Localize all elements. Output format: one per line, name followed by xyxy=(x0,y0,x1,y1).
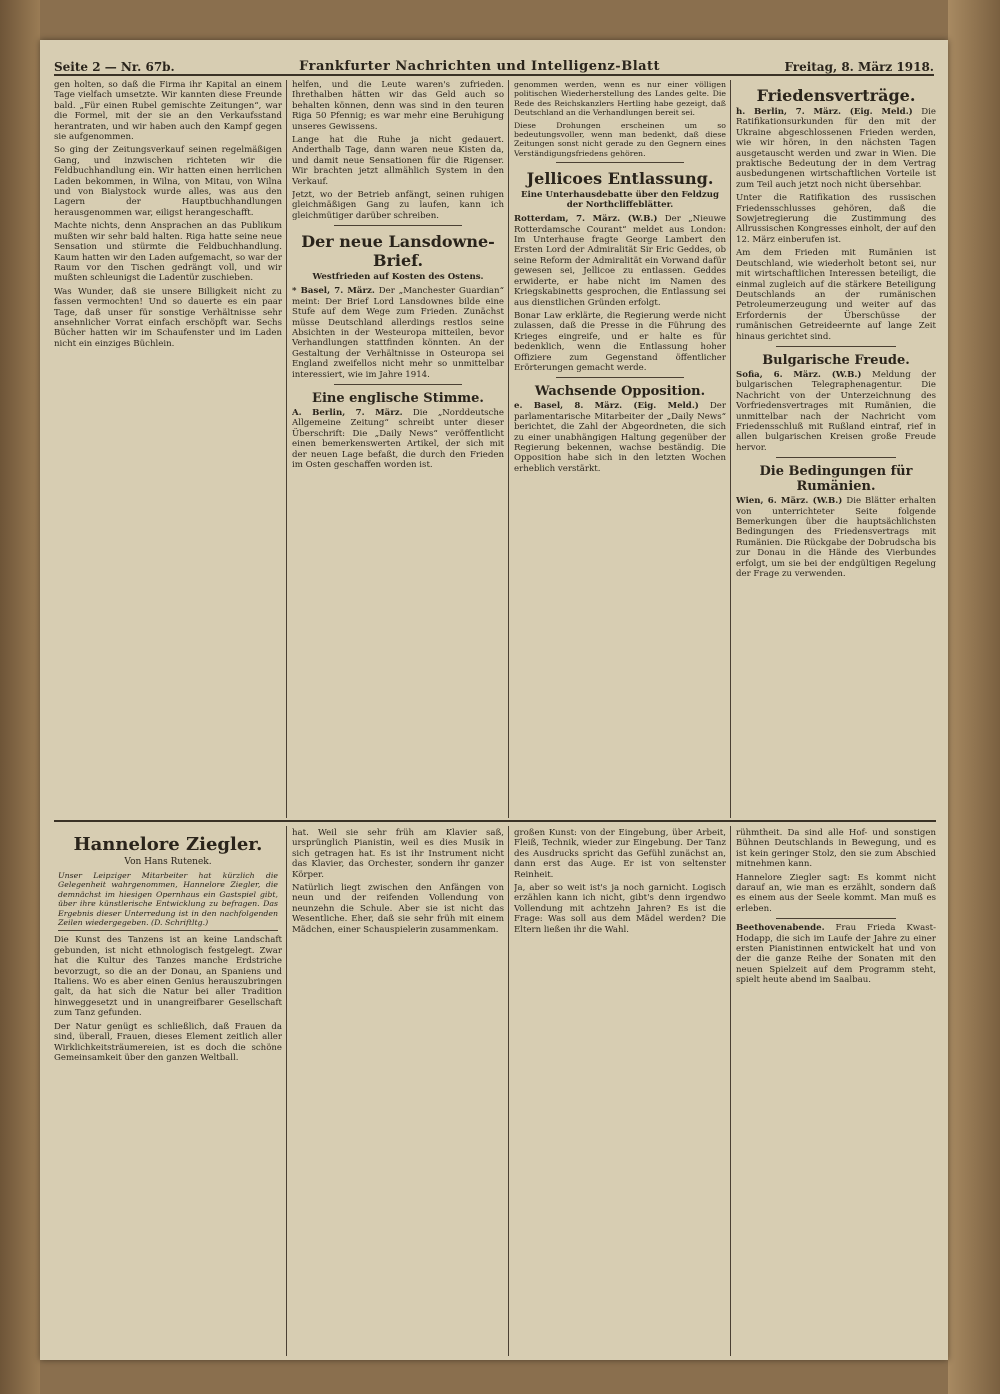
section-label: Beethovenabende. xyxy=(736,923,825,934)
paragraph: helfen, und die Leute waren's zufrieden. Ihrethalben hätten wir das Geld auch so behalten können, denn was sind in den teuren Riga 50 Pfennig; es war mehr eine Beruhigung unseres Gewissens. xyxy=(292,80,504,132)
dateline: Wien, 6. März. (W.B.) xyxy=(736,496,843,507)
paragraph: Machte nichts, denn Ansprachen an das Publikum mußten wir sehr bald halten. Riga hatte seine neue Sensation und stürmte die Feldbuchhandlung. Kaum hatten wir den Laden aufgemacht, so war der Raum vor den Tischen gedrängt voll, und wir mußten schleunigst die Ladentür zuschieben. xyxy=(54,221,282,284)
book-spine xyxy=(0,0,40,1394)
article-body: Frau Frieda Kwast-Hodapp, die sich im Laufe der Jahre zu einer ersten Pianistinnen entwickelt hat und von der die ganze Reihe der Sonaten mit den neuen Spielzeit auf dem Programm steht, spielt heute abend im Saalbau. xyxy=(736,923,936,986)
paragraph: rühmtheit. Da sind alle Hof- und sonstigen Bühnen Deutschlands in Bewegung, und es ist kein geringer Stolz, den sie zum Abschied mitnehmen kann. xyxy=(736,828,936,870)
paragraph: genommen werden, wenn es nur einer völligen politischen Wiederherstellung des Landes gelte. Die Rede des Reichskanzlers Hertling habe gezeigt, daß Deutschland an die Verhandlungen bereit sei. xyxy=(514,80,726,118)
feuilleton-column-4 xyxy=(736,828,936,1356)
paragraph: Lange hat die Ruhe ja nicht gedauert. Anderthalb Tage, dann waren neue Kisten da, und damit neue Sensationen für die Rigenser. Wir brachten jetzt allmählich System in den Verkauf. xyxy=(292,135,504,187)
article-headline: Wachsende Opposition. xyxy=(534,384,706,400)
article-body: Meldung der bulgarischen Telegraphenagentur. Die Nachricht von der Unterzeichnung des Vorfriedensvertrages mit Rumänien, die unmittelbar nach der Nachricht vom Friedensschluß mit Rußland eintraf, rief in allen bulgarischen Kreisen große Freude hervor. xyxy=(736,369,936,453)
article-headline: Eine englische Stimme. xyxy=(312,390,484,406)
paragraph: Am dem Frieden mit Rumänien ist Deutschland, wie wiederholt betont sei, nur mit wirtschaftlichen Interessen beteiligt, die einmal zugleich auf die stärkere Beteiligung Deutschlands an der rumänischen Petroleumerzeugung und weiter auf das Erfordernis der Überschüsse der rumänischen Getreideernte auf lange Zeit hinaus gerichtet sind. xyxy=(736,248,936,342)
section-divider xyxy=(776,457,896,458)
paragraph: Ja, aber so weit ist's ja noch garnicht. Logisch erzählen kann ich nicht, gibt's denn irgendwo Vollendung mit achtzehn Jahren? Es ist die Frage: Was soll aus dem Mädel werden? Die Eltern ließen ihr die Wahl. xyxy=(514,883,726,935)
section-divider xyxy=(334,384,461,385)
article-body: Der „Manchester Guardian“ meint: Der Brief Lord Lansdownes bilde eine Stufe auf dem Wege zum Frieden. Zunächst müsse Deutschland allerdings restlos seine Absichten in der Westeuropa mitteilen, bevor Verhandlungen stattfinden könnten. An der Gestaltung der Verhältnisse in Osteuropa sei England zweifellos nicht mehr so unmittelbar interessiert, wie im Jahre 1914. xyxy=(292,286,504,380)
feuilleton-author: Von Hans Rutenek. xyxy=(124,857,212,867)
paragraph: Die Kunst des Tanzens ist an keine Landschaft gebunden, ist nicht ethnologisch festgelegt. Zwar hat die Kultur des Tanzes manche Erdstriche bevorzugt, so die an der Donau, an Spaniens und Italiens. Wo es aber einen Genius herauszubringen galt, da hat sich die Natur bei aller Tradition hinweggesetzt und in unangreifbarer Gesellschaft zum Tanz gefunden. xyxy=(54,935,282,1019)
feuilleton-divider xyxy=(54,820,936,822)
paragraph: Unter die Ratifikation des russischen Friedensschlusses gehören, daß die Sowjetregierung die Zustimmung des Allrussischen Kongresses einholt, der auf den 12. März einberufen ist. xyxy=(736,193,936,245)
column-rule xyxy=(508,80,509,818)
article-headline: Die Bedingungen für Rumänien. xyxy=(759,464,913,495)
article-headline: Jellicoes Entlassung. xyxy=(526,169,714,189)
column-rule xyxy=(286,80,287,818)
dateline: h. Berlin, 7. März. (Eig. Meld.) xyxy=(736,107,913,117)
paragraph: Der Natur genügt es schließlich, daß Frauen da sind, überall, Frauen, dieses Element zeitlich aller Wirklichkeitsträumereien, ist es doch die schöne Gemeinsamkeit über den ganzen Weltball. xyxy=(54,1021,282,1063)
dateline: Sofia, 6. März. (W.B.) xyxy=(736,369,862,380)
page-header xyxy=(54,52,934,76)
paragraph: Was Wunder, daß sie unsere Billigkeit nicht zu fassen vermochten! Und so dauerte es ein paar Tage, daß unser für sonstige Verhältnisse sehr ansehnlicher Vorrat einfach erschöpft war. Sechs Bücher hatten wir im Schaufenster und im Laden nicht ein einziges Büchlein. xyxy=(54,286,282,349)
section-divider xyxy=(334,225,461,226)
article-body: Die Blätter erhalten von unterrichteter Seite folgende Bemerkungen über die hauptsächlichsten Bedingungen des Friedensvertrags mit Rumänien. Die Rückgabe der Dobrudscha bis zur Donau in die Hände des Vierbundes erfolgt, um sie bei der endgültigen Regelung der Frage zu verwenden. xyxy=(736,496,936,580)
column-2 xyxy=(292,80,504,816)
article-subheadline: Eine Unterhausdebatte über den Feldzug der Northcliffeblätter. xyxy=(520,190,720,211)
issue-date: Freitag, 8. März 1918. xyxy=(784,60,934,74)
section-divider xyxy=(776,346,896,347)
paragraph: hat. Weil sie sehr früh am Klavier saß, ursprünglich Pianistin, weil es dies Musik in sich getragen hat. Es ist ihr Instrument nicht das Klavier, das Orchester, sondern ihr ganzer Körper. xyxy=(292,828,504,880)
paragraph: So ging der Zeitungsverkauf seinen regelmäßigen Gang, und inzwischen richteten wir die Feldbuchhandlung ein. Wir hatten einen herrlichen Laden bekommen, in Wilna, von Mitau, von Wilna und von Bialystock wurde alles, was aus den Lagern der Hauptbuchhandlungen herausgenommen war, eiligst herangeschafft. xyxy=(54,145,282,218)
column-1 xyxy=(54,80,282,816)
article-headline: Bulgarische Freude. xyxy=(762,352,910,368)
column-rule xyxy=(730,80,731,818)
paragraph: Hannelore Ziegler sagt: Es kommt nicht darauf an, wie man es erzählt, sondern daß es einem aus der Seele kommt. Man muß es erleben. xyxy=(736,872,936,914)
paragraph: Diese Drohungen erscheinen um so bedeutungsvoller, wenn man bedenkt, daß diese Zeitungen sonst nicht gerade zu den Gegnern eines Verständigungsfriedens gehören. xyxy=(514,120,726,158)
paragraph: gen holten, so daß die Firma ihr Kapital an einem Tage vielfach umsetzte. Wir kannten diese Freunde bald. „Für einen Rubel gemischte Zeitungen“, war die Formel, mit der sie an den Verkaufsstand herantraten, und wir haben auch den Kampf gegen sie aufgenommen. xyxy=(54,80,282,143)
feuilleton-column-3 xyxy=(514,828,726,1356)
feuilleton-title: Hannelore Ziegler. xyxy=(73,834,263,855)
column-4 xyxy=(736,80,936,816)
feuilleton-column-1 xyxy=(54,828,282,1356)
newspaper-page xyxy=(40,40,948,1360)
article-headline: Der neue Lansdowne-Brief. xyxy=(301,232,495,271)
paragraph: großen Kunst: von der Eingebung, über Arbeit, Fleiß, Technik, wieder zur Eingebung. Der Tanz des Ausdrucks spricht das Gefühl zunächst an, dann erst das Auge. Er ist von seltenster Reinheit. xyxy=(514,828,726,880)
section-divider xyxy=(776,918,896,919)
dateline: A. Berlin, 7. März. xyxy=(292,407,403,418)
dateline: e. Basel, 8. März. (Eig. Meld.) xyxy=(514,401,699,412)
article-body: Die Ratifikationsurkunden für den mit der Ukraine abgeschlossenen Frieden werden, wie wir hören, in den nächsten Tagen ausgetauscht werden und zwar in Wien. Die praktische Bedeutung der in dem Vertrag ausbedungenen wirtschaftlichen Vorteile ist zum Teil auch jetzt noch nicht übersehbar. xyxy=(736,107,936,190)
column-rule xyxy=(286,826,287,1356)
paragraph: Natürlich liegt zwischen den Anfängen von neun und der reifenden Vollendung von neunzehn die Schule. Aber sie ist nicht das Wesentliche. Eher, daß sie sehr früh mit einem Mädchen, einer Schauspielerin zusammenkam. xyxy=(292,883,504,935)
masthead: Frankfurter Nachrichten und Intelligenz-Blatt xyxy=(299,59,661,74)
page-edge xyxy=(948,0,1000,1394)
page-number: Seite 2 — Nr. 67b. xyxy=(54,60,175,74)
column-3 xyxy=(514,80,726,816)
feuilleton-column-2 xyxy=(292,828,504,1356)
article-headline: Friedensverträge. xyxy=(756,86,916,105)
section-divider xyxy=(556,377,683,378)
article-body: Der parlamentarische Mitarbeiter der „Daily News“ berichtet, die Zahl der Abgeordneten, die sich zu einer unabhängigen Haltung gegenüber der Regierung bekennen, wachse beständig. Die Opposition habe sich in den letzten Wochen erheblich verstärkt. xyxy=(514,401,726,474)
paragraph: Jetzt, wo der Betrieb anfängt, seinen ruhigen gleichmäßigen Gang zu laufen, kann ich gleichmütiger darüber schreiben. xyxy=(292,190,504,221)
paragraph: Bonar Law erklärte, die Regierung werde nicht zulassen, daß die Presse in die Führung des Krieges eingreife, und er halte es für bedenklich, wenn die Entlassung hoher Offiziere zum Gegenstand öffentlicher Erörterungen gemacht werde. xyxy=(514,310,726,373)
section-divider xyxy=(556,162,683,163)
editorial-note: Unser Leipziger Mitarbeiter hat kürzlich die Gelegenheit wahrgenommen, Hannelore Ziegler, die demnächst im hiesigen Opernhaus ein Gastspiel gibt, über ihre künstlerische Entwicklung zu befragen. Das Ergebnis dieser Unterredung ist in den nachfolgenden Zeilen wiedergegeben. (D. Schriftltg.) xyxy=(58,871,278,931)
article-subheadline: Westfrieden auf Kosten des Ostens. xyxy=(312,272,484,283)
article-body: Die „Norddeutsche Allgemeine Zeitung“ schreibt unter dieser Überschrift: Die „Daily News“ veröffentlicht einen bemerkenswerten Artikel, der sich mit der neuen Lage befaßt, die durch den Frieden im Osten geschaffen worden ist. xyxy=(292,407,504,470)
article-body: Der „Nieuwe Rotterdamsche Courant“ meldet aus London: Im Unterhause fragte George Lambert den Ersten Lord der Admiralität Sir Eric Geddes, ob seine Reform der Admiralität ein Vorwand dafür gewesen sei, Jellicoe zu entlassen. Geddes erwiderte, er habe nicht im Namen des Kriegskabinetts gesprochen, die Entlassung sei aus dienstlichen Gründen erfolgt. xyxy=(514,214,726,308)
column-rule xyxy=(508,826,509,1356)
column-rule xyxy=(730,826,731,1356)
dateline: * Basel, 7. März. xyxy=(292,286,375,297)
dateline: Rotterdam, 7. März. (W.B.) xyxy=(514,214,658,225)
